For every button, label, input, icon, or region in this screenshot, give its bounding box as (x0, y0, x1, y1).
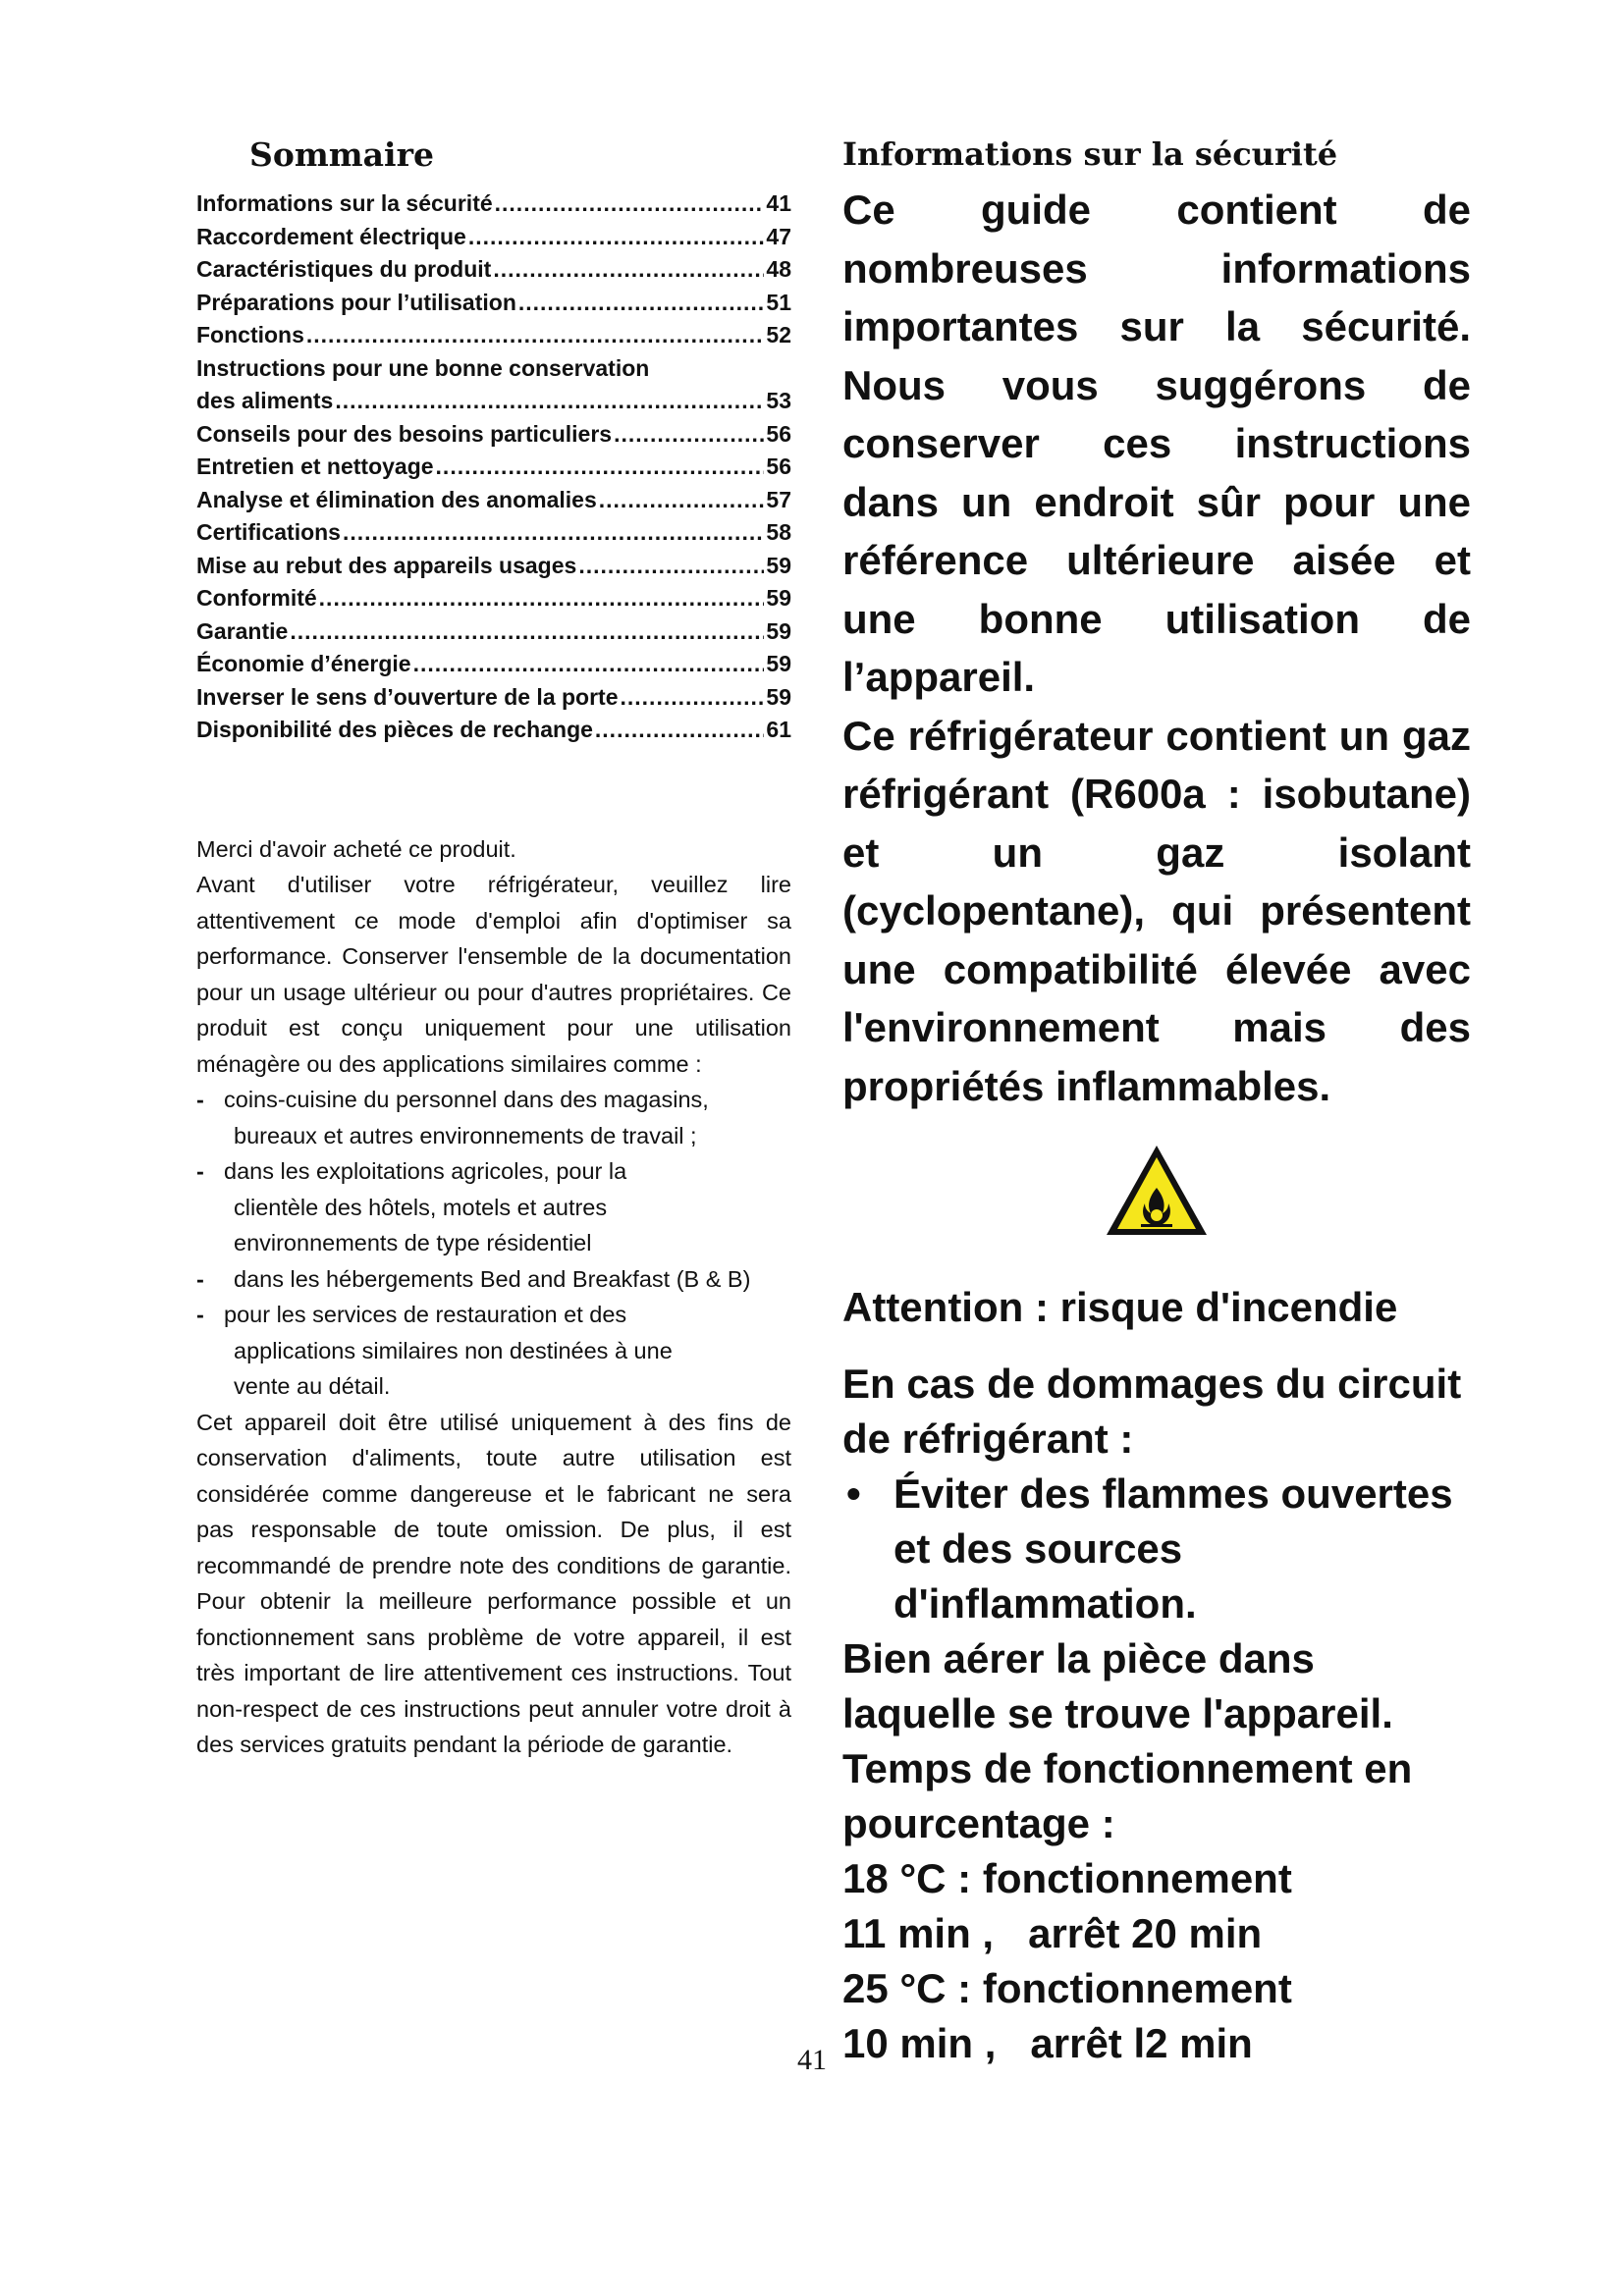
thanks-text: Merci d'avoir acheté ce produit. (196, 835, 516, 862)
toc-item[interactable]: Inverser le sens d’ouverture de la porte ..... 59 (196, 681, 791, 715)
damage-heading: En cas de dommages du circuit de réfrigérant : (842, 1361, 1462, 1462)
warning-sign (842, 1143, 1471, 1239)
safety-title: Informations sur la sécurité (842, 135, 1338, 173)
toc-item[interactable]: Préparations pour l’utilisation ..... 51 (196, 287, 791, 320)
toc-item[interactable]: Fonctions ..... 52 (196, 319, 791, 352)
toc-item[interactable]: Garantie ..... 59 (196, 615, 791, 649)
safety-guide-paragraph: Ce guide contient de nombreuses informations importantes sur la sécurité. Nous vous suggérons de conserver ces instructions dans un endroit sûr pour une référence ultérieure aisée et une bonne utilisation de l’appareil. (842, 187, 1471, 700)
toc-item[interactable]: Informations sur la sécurité ..... 41 (196, 187, 791, 221)
runtime-25-line1: 25 °C : fonctionnement (842, 1965, 1292, 2011)
runtime-18-line1: 18 °C : fonctionnement (842, 1855, 1292, 1901)
intro-paragraph: Avant d'utiliser votre réfrigérateur, veuillez lire attentivement ce mode d'emploi afin d'optimiser sa performance. Conserver l'ensemble de la documentation pour un usage ultérieur ou pour d'autres propriétaires. Ce produit est conçu uniquement pour une utilisation ménagère ou des applications similaires comme : (196, 872, 791, 1077)
list-item: - dans les hébergements Bed and Breakfast (B & B) (196, 1265, 751, 1292)
runtime-18-line2: 11 min , arrêt 20 min (842, 1910, 1263, 1956)
toc-item[interactable]: Conformité ..... 59 (196, 582, 791, 615)
toc-item[interactable]: Économie d’énergie ..... 59 (196, 648, 791, 681)
toc-item[interactable]: Certifications ..... 58 (196, 516, 791, 550)
usage-paragraph: Cet appareil doit être utilisé uniquement à des fins de conservation d'aliments, toute autre utilisation est considérée comme dangereuse et le fabricant ne sera pas responsable de toute omission. De plus, il est recommandé de prendre note des conditions de garantie. Pour obtenir la meilleure performance possible et un fonctionnement sans problème de votre appareil, il est très important de lire attentivement ces instructions. Tout non-respect de ces instructions peut annuler votre droit à des services gratuits pendant la période de garantie. (196, 1409, 791, 1757)
left-column (196, 130, 791, 1763)
list-item: - coins-cuisine du personnel dans des magasins, bureaux et autres environnements de travail ; (196, 1087, 709, 1148)
ventilate-text: Bien aérer la pièce dans laquelle se trouve l'appareil. (842, 1635, 1393, 1736)
right-column (842, 130, 1471, 2071)
toc-item[interactable]: Analyse et élimination des anomalies ..... 57 (196, 484, 791, 517)
refrigerant-paragraph: Ce réfrigérateur contient un gaz réfrigérant (R600a : isobutane) et un gaz isolant (cyclopentane), qui présentent une compatibilité élevée avec l'environnement mais des propriétés inflammables. (842, 712, 1471, 1109)
usage-list (196, 1082, 791, 1405)
runtime-title: Temps de fonctionnement en pourcentage : (842, 1745, 1413, 1846)
runtime-25-line2: 10 min , arrêt l2 min (842, 2020, 1253, 2066)
toc-item[interactable]: Mise au rebut des appareils usages ..... 59 (196, 550, 791, 583)
toc-title: Sommaire (249, 135, 434, 174)
fire-risk-warning: Attention : risque d'incendie (842, 1284, 1398, 1330)
flammable-warning-icon (1104, 1143, 1210, 1239)
table-of-contents (196, 187, 791, 747)
bullet-item: • Éviter des flammes ouvertes et des sources d'inflammation. (846, 1470, 1453, 1627)
toc-item[interactable]: Entretien et nettoyage ..... 56 (196, 451, 791, 484)
page-number: 41 (797, 2044, 827, 2076)
toc-item[interactable]: Disponibilité des pièces de rechange ..... 61 (196, 714, 791, 747)
toc-item[interactable]: Caractéristiques du produit ..... 48 (196, 253, 791, 287)
toc-item[interactable]: Raccordement électrique ..... 47 (196, 221, 791, 254)
intro-section (196, 831, 791, 1763)
toc-item[interactable]: Instructions pour une bonne conservation des aliments ..... 53 (196, 352, 791, 418)
list-item: - pour les services de restauration et des applications similaires non destinées à une vente au détail. (196, 1302, 673, 1399)
list-item: - dans les exploitations agricoles, pour la clientèle des hôtels, motels et autres environnements de type résidentiel (196, 1158, 627, 1255)
toc-item[interactable]: Conseils pour des besoins particuliers ..... 56 (196, 418, 791, 452)
